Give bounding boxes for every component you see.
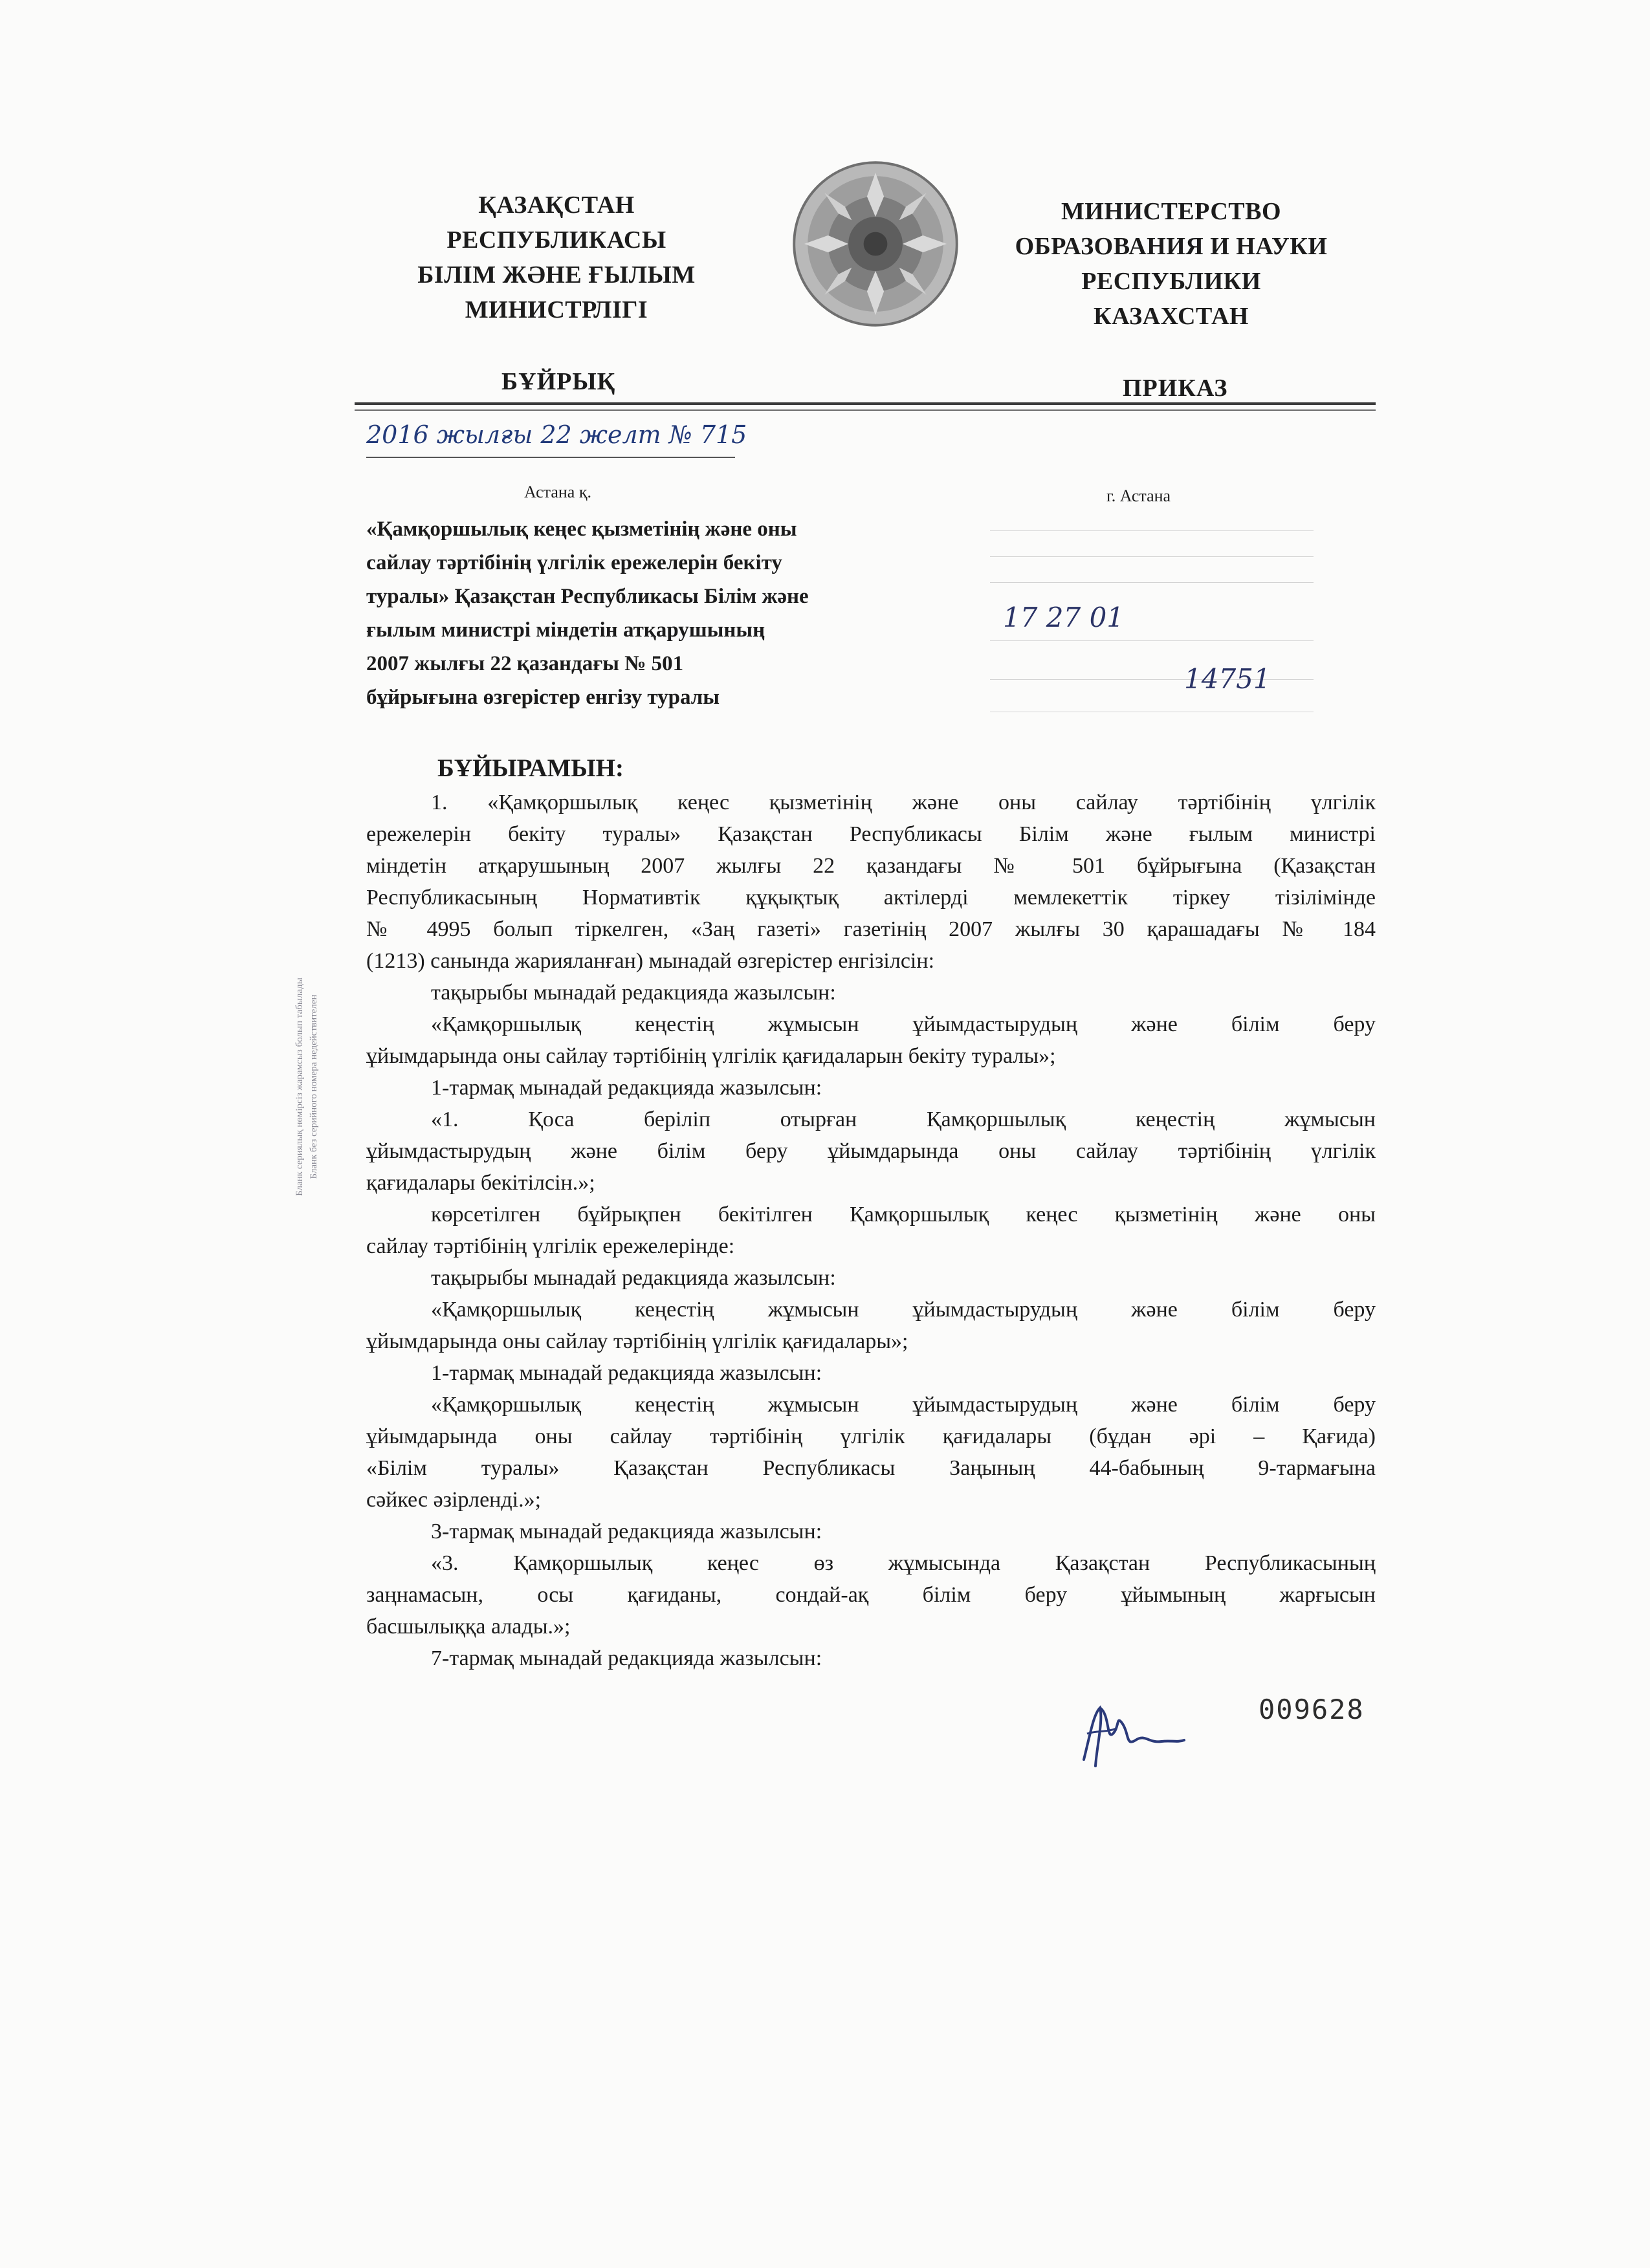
body-line: (1213) санында жарияланған) мынадай өзгерістер енгізілсін: [366, 949, 935, 973]
order-date-handwritten: 2016 жылғы 22 желт № 715 [366, 420, 747, 449]
body-line: тақырыбы мынадай редакцияда жазылсын: [431, 981, 836, 1005]
header-divider-thin [355, 409, 1376, 411]
body-line: 1-тармақ мынадай редакцияда жазылсын: [431, 1076, 822, 1100]
header-right-line: РЕСПУБЛИКИ [1081, 268, 1261, 295]
blank-serial-number: 009628 [1259, 1694, 1365, 1725]
body-line: міндетін атқарушының 2007 жылғы 22 қазандағы № 501 бұйрығына (Қазақстан [366, 854, 1376, 878]
header-right-ministry-ru [990, 194, 1352, 334]
title-line: ғылым министрі міндетін атқарушының [366, 618, 765, 642]
order-label-kz: БҰЙРЫҚ [501, 368, 616, 395]
header-left-ministry-kz [388, 188, 725, 327]
blank-validity-note [292, 854, 344, 1320]
title-line: 2007 жылғы 22 қазандағы № 501 [366, 652, 684, 675]
body-line: 1. «Қамқоршылық кеңес қызметінің және оны сайлау тәртібінің үлгілік [431, 791, 1376, 814]
header-right-line: ОБРАЗОВАНИЯ И НАУКИ [1015, 233, 1328, 260]
body-line: «Қамқоршылық кеңестің жұмысын ұйымдастырудың және білім беру [431, 1298, 1376, 1322]
header-left-line: ҚАЗАҚСТАН [478, 191, 635, 219]
order-title [366, 512, 974, 714]
handwritten-signature-icon [1071, 1695, 1187, 1772]
body-line: ұйымдарында оны сайлау тәртібінің үлгілік қағидаларын бекіту туралы»; [366, 1044, 1056, 1068]
body-line: ұйымдарында оны сайлау тәртібінің үлгілік қағидалары (бұдан әрі – Қағида) [366, 1424, 1376, 1448]
body-line: № 4995 болып тіркелген, «Заң газеті» газетінің 2007 жылғы 30 қарашадағы № 184 [366, 917, 1376, 941]
title-line: сайлау тәртібінің үлгілік ережелерін бекіту [366, 551, 782, 574]
body-line: көрсетілген бұйрықпен бекітілген Қамқоршылық кеңес қызметінің және оны [431, 1203, 1376, 1227]
body-line: басшылыққа алады.»; [366, 1615, 571, 1639]
body-heading: БҰЙЫРАМЫН: [437, 754, 624, 782]
title-line: «Қамқоршылық кеңес қызметінің және оны [366, 518, 797, 541]
side-note-line: Бланк без серийного номера недействителен [309, 994, 319, 1179]
body-line: «1. Қоса берiлiп отырған Қамқоршылық кеңестің жұмысын [431, 1107, 1376, 1131]
body-line: ұйымдастырудың және білім беру ұйымдарында оны сайлау тәртібінің үлгілік [366, 1139, 1376, 1163]
body-line: 3-тармақ мынадай редакцияда жазылсын: [431, 1520, 822, 1543]
body-line: қағидалары бекiтiлсiн.»; [366, 1171, 595, 1195]
date-underline [366, 457, 735, 458]
order-label-ru: ПРИКАЗ [1123, 375, 1228, 402]
header-right-line: МИНИСТЕРСТВО [1061, 198, 1282, 225]
body-line: «Қамқоршылық кеңестің жұмысын ұйымдастырудың және білім беру [431, 1393, 1376, 1417]
body-line: тақырыбы мынадай редакцияда жазылсын: [431, 1266, 836, 1290]
body-line: сәйкес әзірленді.»; [366, 1488, 542, 1512]
title-line: бұйрығына өзгерістер енгізу туралы [366, 686, 720, 709]
stamp-line [990, 556, 1314, 557]
body-line: заңнамасын, осы қағиданы, сондай-ақ білім беру ұйымының жарғысын [366, 1583, 1376, 1607]
header-divider [355, 402, 1376, 405]
body-line: 1-тармақ мынадай редакцияда жазылсын: [431, 1361, 822, 1385]
body-line: Республикасының Нормативтік құқықтық актілерді мемлекеттік тіркеу тізілімінде [366, 886, 1376, 910]
stamp-line [990, 582, 1314, 583]
header-left-line: МИНИСТРЛІГІ [465, 296, 648, 323]
body-line: сайлау тәртібінің үлгілік ережелерінде: [366, 1234, 735, 1258]
body-line: «Қамқоршылық кеңестің жұмысын ұйымдастырудың және білім беру [431, 1012, 1376, 1036]
body-line: «3. Қамқоршылық кеңес өз жұмысында Қазақстан Республикасының [431, 1551, 1376, 1575]
stamp-line [990, 530, 1314, 531]
body-line: 7-тармақ мынадай редакцияда жазылсын: [431, 1646, 822, 1670]
header-left-line: РЕСПУБЛИКАСЫ [446, 226, 666, 254]
city-ru: г. Астана [1106, 486, 1171, 505]
order-body [366, 750, 1376, 1674]
kazakhstan-state-emblem-icon [791, 159, 960, 329]
body-line: ережелерін бекіту туралы» Қазақстан Республикасы Білім және ғылым министрі [366, 822, 1376, 846]
stamp-line [990, 640, 1314, 641]
city-kz: Астана қ. [524, 483, 591, 501]
registration-number-handwritten: 14751 [1184, 663, 1271, 695]
title-line: туралы» Қазақстан Республикасы Білім және [366, 585, 809, 608]
registration-date-handwritten: 17 27 01 [1003, 602, 1125, 633]
registration-stamp [990, 518, 1339, 718]
side-note-line: Бланк сериялық нөмірсіз жарамсыз болып табылады [294, 977, 305, 1196]
header-right-line: КАЗАХСТАН [1094, 303, 1249, 330]
header-left-line: БІЛІМ ЖӘНЕ ҒЫЛЫМ [417, 261, 696, 289]
body-line: ұйымдарында оны сайлау тәртібінің үлгілік қағидалары»; [366, 1329, 908, 1353]
body-line: «Білім туралы» Қазақстан Республикасы Заңының 44-бабының 9-тармағына [366, 1456, 1376, 1480]
